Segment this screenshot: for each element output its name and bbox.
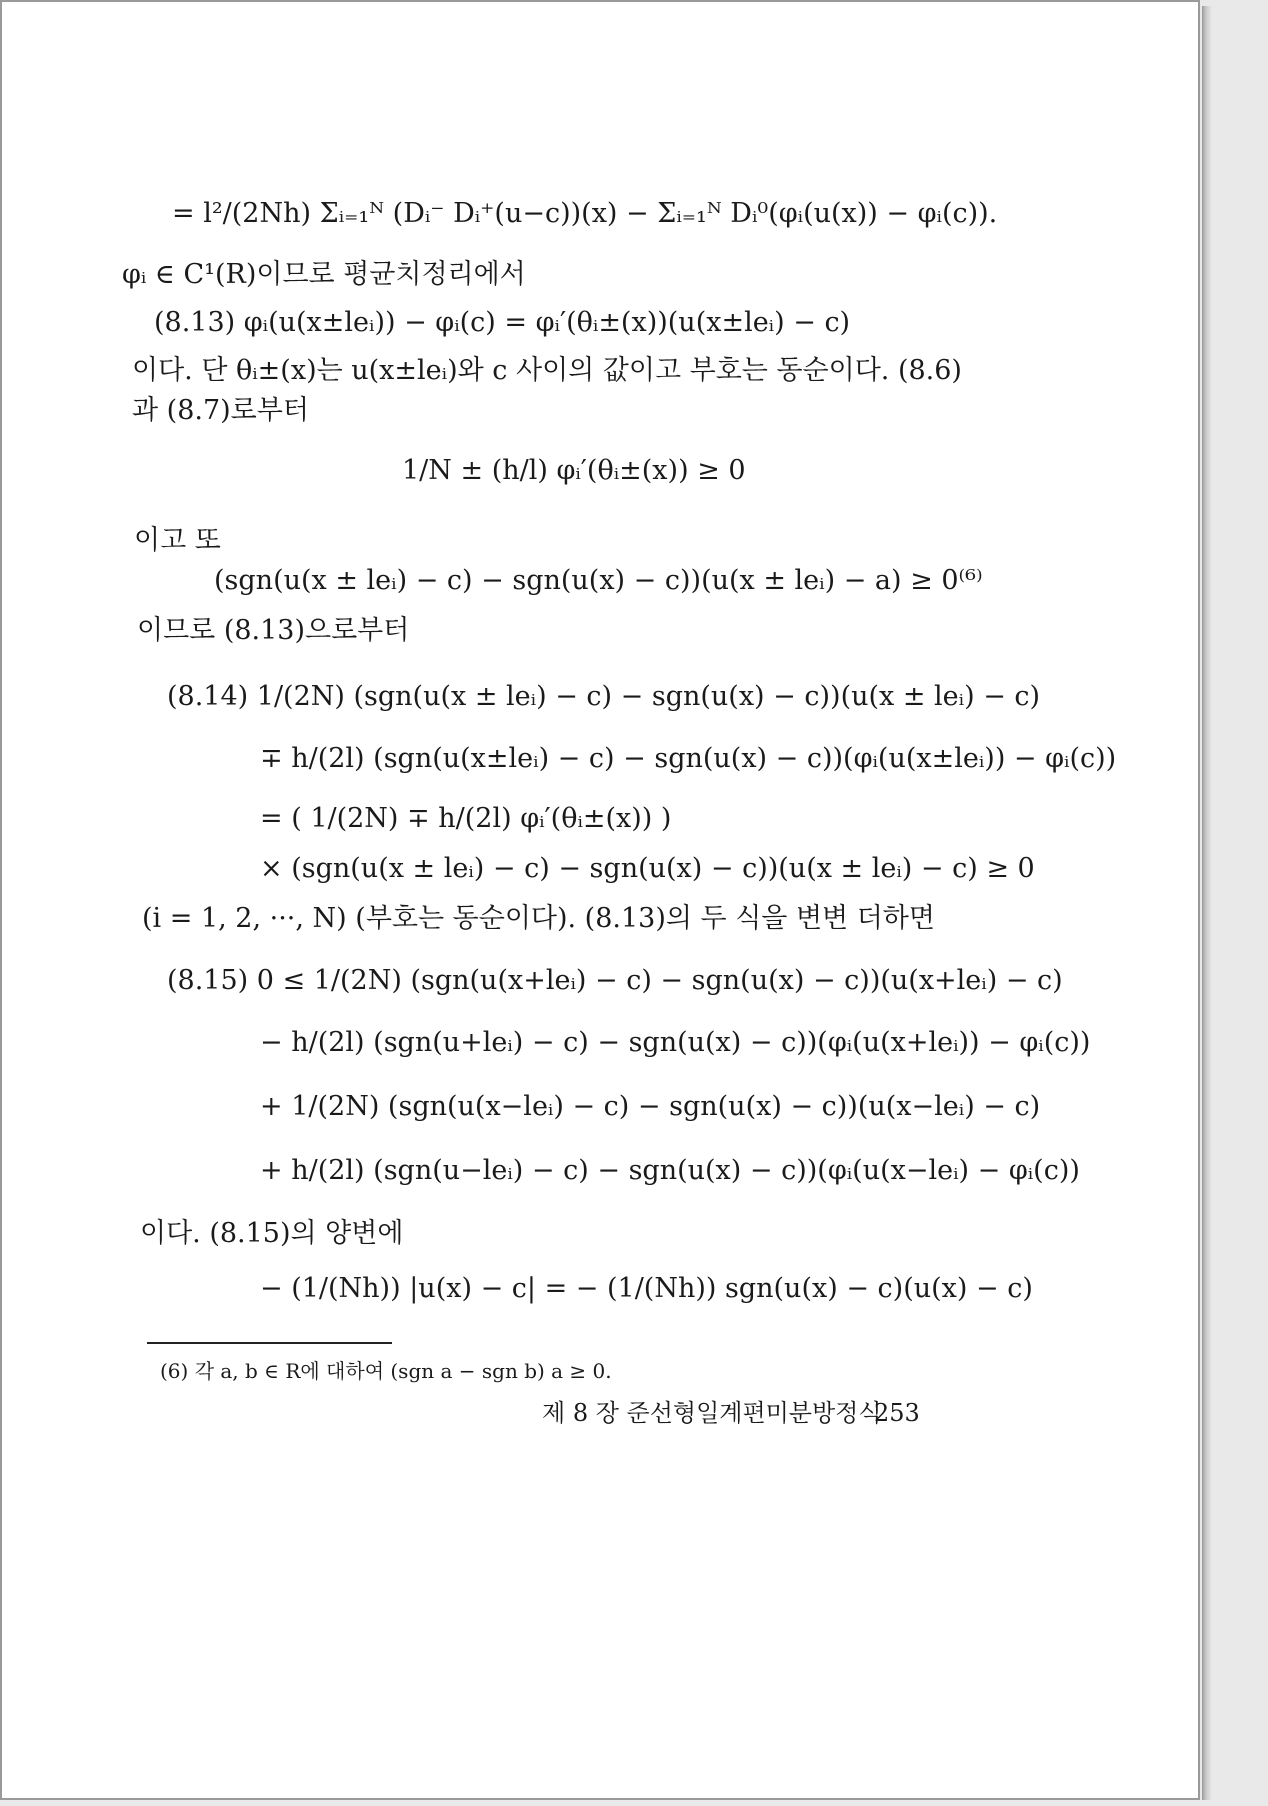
text-line: 과 (8.7)로부터	[132, 395, 309, 426]
equation-8-14: (8.14) 1/(2N) (sgn(u(x ± leᵢ) − c) − sgn(u(x) − c))(u(x ± leᵢ) − c)	[167, 681, 1041, 712]
text-line: φᵢ ∈ C¹(R)이므로 평균치정리에서	[122, 259, 526, 290]
equation-line: ∓ h/(2l) (sgn(u(x±leᵢ) − c) − sgn(u(x) − c))(φᵢ(u(x±leᵢ)) − φᵢ(c))	[260, 743, 1117, 774]
footnote: (6) 각 a, b ∈ R에 대하여 (sgn a − sgn b) a ≥ 0.	[160, 1359, 612, 1383]
chapter-title: 제 8 장 준선형일계편미분방정식	[542, 1399, 882, 1427]
page-number: 253	[874, 1399, 920, 1427]
footnote-rule	[147, 1342, 392, 1344]
equation-line: = ( 1/(2N) ∓ h/(2l) φᵢ′(θᵢ±(x)) )	[260, 803, 672, 834]
page-edge-shadow	[1202, 6, 1212, 1800]
text-line: 이고 또	[134, 525, 221, 556]
equation-8-13: (8.13) φᵢ(u(x±leᵢ)) − φᵢ(c) = φᵢ′(θᵢ±(x))(u(x±leᵢ) − c)	[154, 307, 851, 338]
text-line: 이다. (8.15)의 양변에	[140, 1218, 404, 1249]
text-line: 이므로 (8.13)으로부터	[137, 615, 410, 646]
equation-line: 1/N ± (h/l) φᵢ′(θᵢ±(x)) ≥ 0	[402, 455, 746, 486]
equation-line: = l²/(2Nh) Σᵢ₌₁ᴺ (Dᵢ⁻ Dᵢ⁺(u−c))(x) − Σᵢ₌₁ᴺ Dᵢ⁰(φᵢ(u(x)) − φᵢ(c)).	[172, 198, 998, 229]
equation-line: − h/(2l) (sgn(u+leᵢ) − c) − sgn(u(x) − c))(φᵢ(u(x+leᵢ)) − φᵢ(c))	[260, 1027, 1091, 1058]
equation-line: + h/(2l) (sgn(u−leᵢ) − c) − sgn(u(x) − c))(φᵢ(u(x−leᵢ) − φᵢ(c))	[260, 1155, 1080, 1186]
equation-line: − (1/(Nh)) |u(x) − c| = − (1/(Nh)) sgn(u(x) − c)(u(x) − c)	[260, 1273, 1033, 1304]
equation-line: (sgn(u(x ± leᵢ) − c) − sgn(u(x) − c))(u(x ± leᵢ) − a) ≥ 0⁽⁶⁾	[214, 565, 983, 596]
text-line: 이다. 단 θᵢ±(x)는 u(x±leᵢ)와 c 사이의 값이고 부호는 동순이다. (8.6)	[132, 355, 962, 386]
equation-8-15: (8.15) 0 ≤ 1/(2N) (sgn(u(x+leᵢ) − c) − sgn(u(x) − c))(u(x+leᵢ) − c)	[167, 965, 1063, 996]
equation-line: + 1/(2N) (sgn(u(x−leᵢ) − c) − sgn(u(x) − c))(u(x−leᵢ) − c)	[260, 1091, 1041, 1122]
equation-line: × (sgn(u(x ± leᵢ) − c) − sgn(u(x) − c))(u(x ± leᵢ) − c) ≥ 0	[260, 853, 1035, 884]
text-line: (i = 1, 2, ···, N) (부호는 동순이다). (8.13)의 두 식을 변변 더하면	[142, 903, 935, 934]
